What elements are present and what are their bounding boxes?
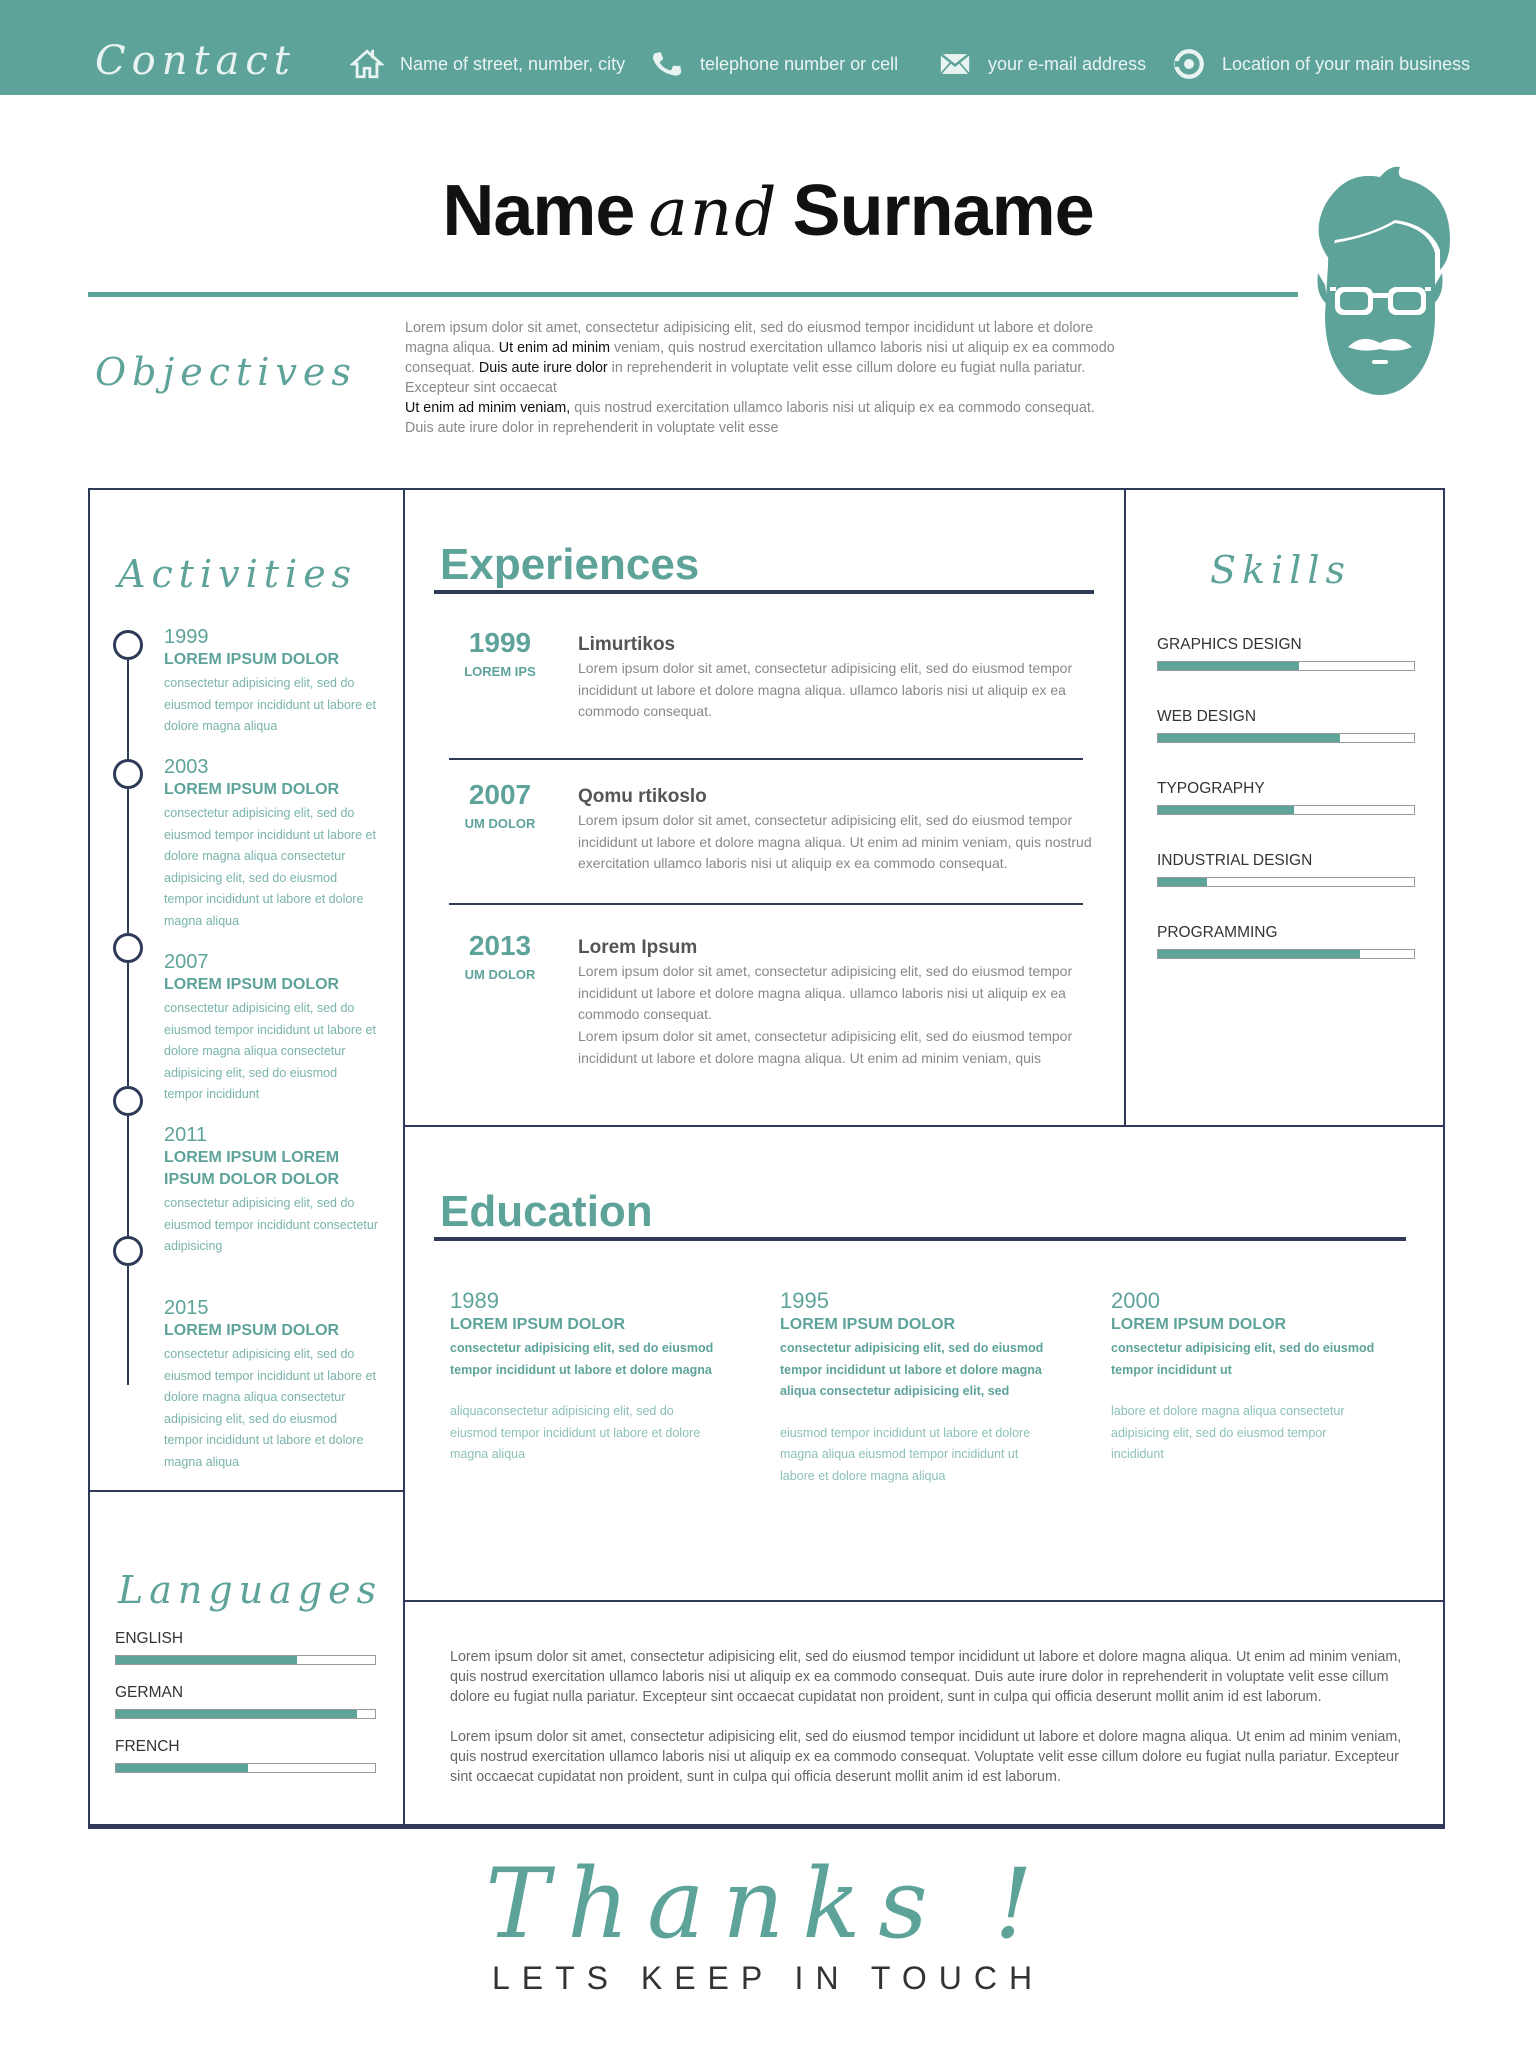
activity-year: 2011 <box>164 1124 208 1146</box>
experience-sub: LOREM IPS <box>464 664 536 679</box>
skill-bar-fill <box>1158 734 1340 742</box>
experience-divider <box>449 903 1083 905</box>
skill-bar <box>1157 949 1415 959</box>
contact-phone[interactable] <box>650 47 898 81</box>
education-year: 2000 <box>1111 1288 1160 1313</box>
experience-divider <box>449 758 1083 760</box>
language-bar <box>115 1709 376 1719</box>
contact-title: Contact <box>95 38 296 84</box>
experiences-title: Experiences <box>440 540 700 589</box>
contact-location[interactable] <box>1172 47 1470 81</box>
activity-year: 2015 <box>164 1297 209 1319</box>
activity-item <box>164 1297 379 1474</box>
skill-bar <box>1157 661 1415 671</box>
phone-icon <box>650 47 684 81</box>
activity-text: consectetur adipisicing elit, sed do eiusmod tempor incididunt ut labore et dolore magna aliqua <box>164 676 376 734</box>
education-text: labore et dolore magna aliqua consectetur adipisicing elit, sed do eiusmod tempor incididunt <box>1111 1404 1345 1462</box>
timeline-dot <box>113 933 143 963</box>
experience-text: Lorem ipsum dolor sit amet, consectetur adipisicing elit, sed do eiusmod tempor incididunt ut labore et dolore magna aliqua. ullamco laboris nisi ut aliquip ex ea commodo consequat. <box>578 660 1073 720</box>
grid-left-border <box>88 488 90 1828</box>
activity-heading: LOREM IPSUM DOLOR <box>164 976 340 993</box>
language-bar <box>115 1655 376 1665</box>
contact-phone-text: telephone number or cell <box>700 53 899 74</box>
skill-bar <box>1157 733 1415 743</box>
activity-item <box>164 626 379 738</box>
hipster-avatar-icon <box>1300 165 1460 401</box>
objectives-text <box>405 318 1125 438</box>
experience-heading: Qomu rtikoslo <box>578 786 707 807</box>
objectives-text-5: Duis aute irure dolor in reprehenderit in voluptate velit esse <box>405 420 779 436</box>
activity-text: consectetur adipisicing elit, sed do eiusmod tempor incididunt consectetur adipisicing <box>164 1196 379 1254</box>
objectives-text-3: in reprehenderit in voluptate velit esse cillum dolore eu fugiat nulla pariatur. Excepteur sint occaecat <box>405 360 1086 396</box>
languages-title: Languages <box>118 1568 383 1612</box>
activities-title: Activities <box>118 552 358 596</box>
experience-heading: Limurtikos <box>578 634 676 655</box>
language-label: GERMAN <box>115 1684 184 1701</box>
grid-activities-bottom <box>88 1490 404 1492</box>
grid-top-border <box>88 488 1444 490</box>
education-item <box>780 1288 1050 1488</box>
education-item <box>1111 1288 1381 1466</box>
skill-bar-fill <box>1158 662 1299 670</box>
language-bar <box>115 1763 376 1773</box>
experience-year: 2013 <box>468 930 532 961</box>
education-year: 1995 <box>780 1288 829 1313</box>
skill-label: PROGRAMMING <box>1157 924 1278 941</box>
activity-item <box>164 951 379 1106</box>
grid-skills-divider <box>1124 488 1126 1126</box>
education-heading: LOREM IPSUM DOLOR <box>450 1316 626 1333</box>
activity-text: consectetur adipisicing elit, sed do eiusmod tempor incididunt ut labore et dolore magna aliqua consectetur adipisicing elit, sed do eiusmod tempor incididunt ut labore et dolore magna aliqua <box>164 806 376 928</box>
contact-email[interactable] <box>938 47 1146 81</box>
contact-address[interactable] <box>350 47 625 81</box>
objectives-emph-1: Ut enim ad minim <box>498 340 611 356</box>
summary-paragraph-2: Lorem ipsum dolor sit amet, consectetur adipisicing elit, sed do eiusmod tempor incididunt ut labore et dolore magna aliqua. Ut enim ad minim veniam, quis nostrud exercitation ullamco laboris nisi ut aliquip ex ea commodo consequat. Voluptate velit esse cillum dolore eu fugiat nulla pariatur. Excepteur sint occaecat cupidatat non proident, sunt in culpa qui officia deserunt mollit anim id est laborum. <box>450 1729 1402 1785</box>
title-underline <box>88 292 1298 297</box>
objectives-emph-3: Ut enim ad minim veniam, <box>405 400 571 416</box>
objectives-text-1: Lorem ipsum dolor sit amet, consectetur adipisicing elit, sed do eiusmod tempor incididunt ut labore et dolore magna aliqua. <box>405 320 1094 356</box>
contact-email-text: your e-mail address <box>988 53 1147 74</box>
activity-heading: LOREM IPSUM LOREM IPSUM DOLOR DOLOR <box>164 1149 340 1188</box>
grid-column-divider <box>403 488 405 1828</box>
activity-text: consectetur adipisicing elit, sed do eiusmod tempor incididunt ut labore et dolore magna aliqua consectetur adipisicing elit, sed do eiusmod tempor incididunt <box>164 1001 376 1102</box>
experience-year: 2007 <box>468 779 532 810</box>
skill-label: WEB DESIGN <box>1157 708 1257 725</box>
activity-heading: LOREM IPSUM DOLOR <box>164 1322 340 1339</box>
summary-paragraph-1: Lorem ipsum dolor sit amet, consectetur adipisicing elit, sed do eiusmod tempor incididunt ut labore et dolore magna aliqua. Ut enim ad minim veniam, quis nostrud exercitation ullamco laboris nisi ut aliquip ex ea commodo consequat. Duis aute irure dolor in reprehenderit in voluptate velit esse cillum dolore eu fugiat nulla pariatur. Excepteur sint occaecat cupidatat non proident, sunt in culpa qui officia deserunt mollit anim id est laborum. <box>450 1649 1402 1705</box>
education-heading: LOREM IPSUM DOLOR <box>1111 1316 1287 1333</box>
skill-label: GRAPHICS DESIGN <box>1157 636 1302 653</box>
education-text: aliquaconsectetur adipisicing elit, sed do eiusmod tempor incididunt ut labore et dolore magna aliqua <box>450 1404 701 1462</box>
activity-year: 2003 <box>164 756 209 778</box>
education-text: eiusmod tempor incididunt ut labore et dolore magna aliqua eiusmod tempor incididunt ut labore et dolore magna aliqua <box>780 1425 1031 1483</box>
experience-heading: Lorem Ipsum <box>578 937 698 958</box>
grid-education-bottom <box>403 1600 1444 1602</box>
timeline-dot <box>113 1236 143 1266</box>
skill-bar-fill <box>1158 806 1294 814</box>
location-icon <box>1172 47 1206 81</box>
education-year: 1989 <box>450 1288 499 1313</box>
skill-label: TYPOGRAPHY <box>1157 780 1265 797</box>
language-bar-fill <box>116 1764 248 1772</box>
experience-text: Lorem ipsum dolor sit amet, consectetur adipisicing elit, sed do eiusmod tempor incididunt ut labore et dolore magna aliqua. Ut enim ad minim veniam, quis nostrud exercitation ullamco laboris nisi ut aliquip ex ea commodo consequat. <box>578 812 1092 872</box>
language-bar-fill <box>116 1656 297 1664</box>
experience-sub: UM DOLOR <box>464 816 536 831</box>
language-bar-fill <box>116 1710 357 1718</box>
objectives-title: Objectives <box>95 350 357 394</box>
last-name: Surname <box>792 171 1094 251</box>
timeline-dot <box>113 1086 143 1116</box>
activity-item <box>164 1124 379 1258</box>
first-name: Name <box>442 171 635 251</box>
grid-right-border <box>1443 488 1445 1828</box>
thanks-heading: Thanks ! <box>485 1848 1051 1960</box>
objectives-text-4: quis nostrud exercitation ullamco laboris nisi ut aliquip ex ea commodo consequat. <box>570 400 1095 416</box>
experience-sub: UM DOLOR <box>464 967 536 982</box>
education-subtitle: consectetur adipisicing elit, sed do eiusmod tempor incididunt ut <box>1111 1341 1375 1377</box>
activity-text: consectetur adipisicing elit, sed do eiusmod tempor incididunt ut labore et dolore magna aliqua consectetur adipisicing elit, sed do eiusmod tempor incididunt ut labore et dolore magna aliqua <box>164 1347 376 1469</box>
keep-in-touch-text: LETS KEEP IN TOUCH <box>491 1960 1045 1996</box>
home-icon <box>350 47 384 81</box>
name-and: and <box>648 174 779 251</box>
skill-bar-fill <box>1158 950 1360 958</box>
grid-experiences-bottom <box>403 1125 1444 1127</box>
experience-text-2: Lorem ipsum dolor sit amet, consectetur adipisicing elit, sed do eiusmod tempor incididunt ut labore et dolore magna aliqua. Ut enim ad minim veniam, quis <box>578 1028 1073 1066</box>
experience-year: 1999 <box>468 627 532 658</box>
objectives-emph-2: Duis aute irure dolor <box>478 360 608 376</box>
grid-bottom-border <box>88 1824 1445 1829</box>
activity-heading: LOREM IPSUM DOLOR <box>164 781 340 798</box>
timeline-dot <box>113 759 143 789</box>
skill-bar <box>1157 877 1415 887</box>
activities-timeline <box>127 640 129 1385</box>
education-item <box>450 1288 720 1466</box>
contact-address-text: Name of street, number, city <box>400 53 626 74</box>
activity-heading: LOREM IPSUM DOLOR <box>164 651 340 668</box>
education-title: Education <box>440 1187 653 1236</box>
skills-title: Skills <box>1210 548 1352 592</box>
timeline-dot <box>113 630 143 660</box>
language-label: FRENCH <box>115 1738 180 1755</box>
contact-location-text: Location of your main business <box>1222 53 1471 74</box>
experience-text: Lorem ipsum dolor sit amet, consectetur adipisicing elit, sed do eiusmod tempor incididunt ut labore et dolore magna aliqua. ullamco laboris nisi ut aliquip ex ea commodo consequat. <box>578 963 1073 1023</box>
skill-bar-fill <box>1158 878 1207 886</box>
education-heading: LOREM IPSUM DOLOR <box>780 1316 956 1333</box>
language-label: ENGLISH <box>115 1630 184 1647</box>
experiences-title-underline <box>434 590 1094 594</box>
objectives-text-2: veniam, quis nostrud exercitation ullamco laboris nisi ut aliquip ex ea commodo consequat. <box>405 340 1115 376</box>
activity-year: 1999 <box>164 626 209 648</box>
skill-bar <box>1157 805 1415 815</box>
mail-icon <box>938 47 972 81</box>
education-subtitle: consectetur adipisicing elit, sed do eiusmod tempor incididunt ut labore et dolore magna aliqua consectetur adipisicing elit, sed <box>780 1341 1044 1399</box>
activity-year: 2007 <box>164 951 209 973</box>
activity-item <box>164 756 379 933</box>
education-subtitle: consectetur adipisicing elit, sed do eiusmod tempor incididunt ut labore et dolore magna <box>450 1341 714 1377</box>
education-title-underline <box>434 1237 1406 1241</box>
skill-label: INDUSTRIAL DESIGN <box>1157 852 1313 869</box>
